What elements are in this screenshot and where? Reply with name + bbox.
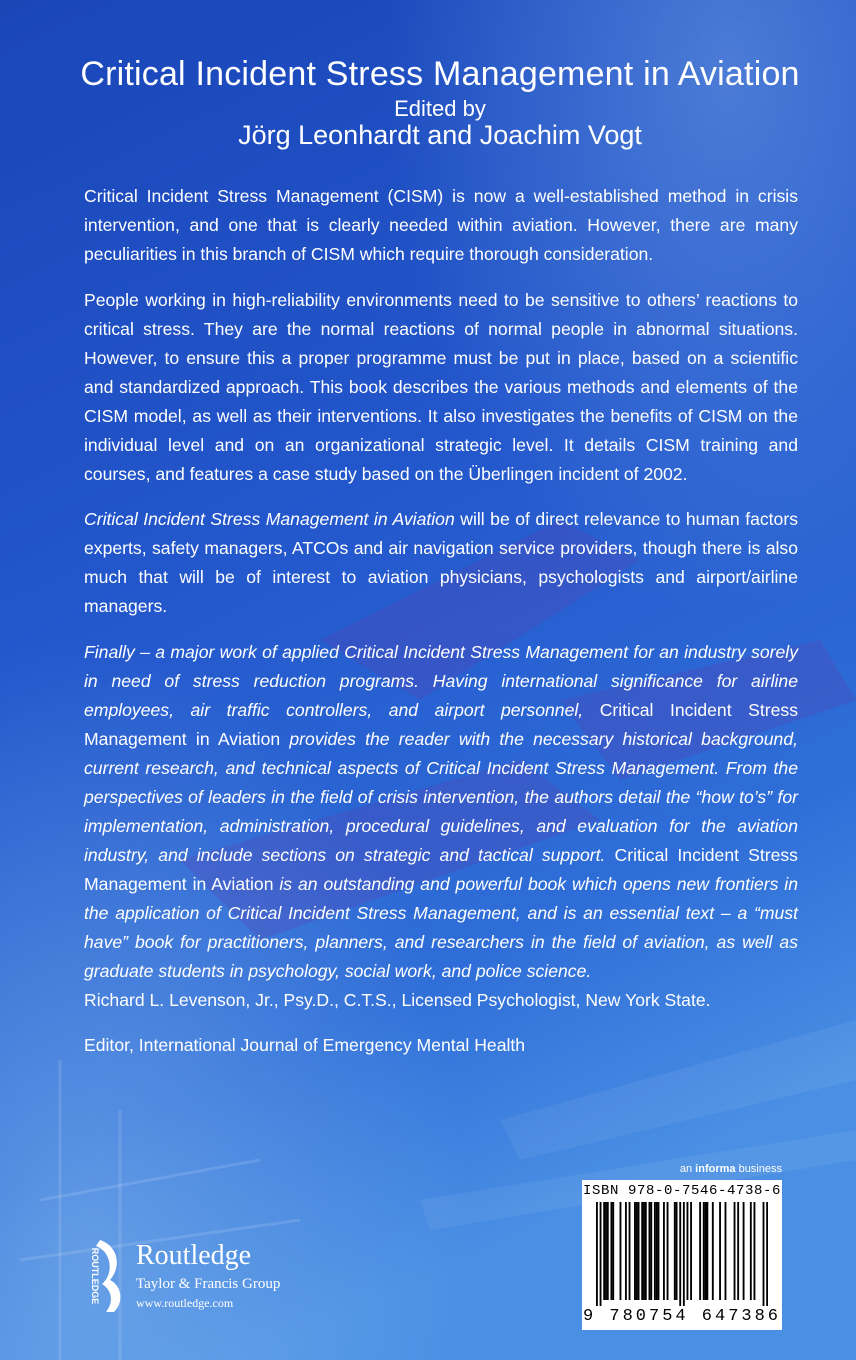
- barcode-bar: [766, 1202, 768, 1306]
- publisher-url: www.routledge.com: [136, 1296, 234, 1310]
- publisher-name: Routledge: [136, 1240, 252, 1271]
- ean-digits: 9 780754 647386: [582, 1307, 782, 1326]
- blurb: [84, 182, 798, 1077]
- barcode-bar: [703, 1202, 705, 1300]
- quote-book-title-1: Critical Incident Stress Management in Aviation: [84, 699, 798, 749]
- reviewer-name: Richard L. Levenson, Jr., Psy.D., C.T.S., Licensed Psychologist, New York State.: [84, 989, 711, 1010]
- barcode-bar: [650, 1202, 652, 1300]
- isbn-label: ISBN 978-0-7546-4738-6: [582, 1183, 782, 1199]
- barcode-bar: [687, 1202, 689, 1300]
- barcode-bar: [612, 1202, 614, 1300]
- barcode-bar: [605, 1202, 607, 1300]
- quote-part-2: provides the reader with the necessary historical background, current research, and technical aspects of Critical Incident Stress Management. From the perspectives of leaders in the field of crisis intervention, the authors detail the “how to’s” for implementation, administration, procedural guidelines, and evaluation for the aviation industry, and include sections on strategic and tactical support.: [84, 728, 799, 865]
- quote-book-title-2: Critical Incident Stress Management in Aviation: [84, 844, 798, 894]
- barcode-bar: [636, 1202, 638, 1300]
- barcode-bar: [683, 1202, 685, 1306]
- publisher-group: Taylor & Francis Group: [136, 1276, 281, 1292]
- isbn-barcode: [582, 1180, 782, 1330]
- editors-names: Jörg Leonhardt and Joachim Vogt: [238, 120, 642, 150]
- barcode-bar: [734, 1202, 736, 1300]
- barcode-bar: [607, 1202, 609, 1300]
- barcode-bar: [634, 1202, 636, 1300]
- review-quote: [84, 638, 798, 986]
- barcode-bar: [610, 1202, 612, 1300]
- barcode-bar: [645, 1202, 647, 1300]
- barcode-bar: [674, 1202, 676, 1300]
- blurb-paragraph-2: People working in high-reliability environments need to be sensitive to others’ reactions to critical stress. They are the normal reactions of normal people in abnormal situations. However, to ensure this a proper programme must be put in place, based on a scientific and standardized approach. This book describes the various methods and elements of the CISM model, as well as their interventions. It also investigates the benefits of CISM on the individual level and on an organizational strategic level. It details CISM training and courses, and features a case study based on the Überlingen incident of 2002.: [84, 289, 798, 484]
- barcode-bar: [737, 1202, 739, 1300]
- edited-by-label: Edited by: [394, 96, 486, 121]
- routledge-logo-icon: [66, 1236, 130, 1316]
- publisher-logo: [66, 1236, 326, 1316]
- barcode-bar: [690, 1202, 692, 1300]
- informa-brand: informa: [695, 1163, 736, 1175]
- barcode-bar: [743, 1202, 745, 1300]
- barcode-bar: [658, 1202, 660, 1300]
- barcode-bar: [763, 1202, 765, 1306]
- barcode-bar: [667, 1202, 669, 1300]
- informa-prefix: an: [679, 1163, 696, 1175]
- barcode-bar: [654, 1202, 656, 1300]
- blurb-paragraph-1: Critical Incident Stress Management (CISM) is now a well-established method in crisis intervention, and one that is clearly needed within aviation. However, there are many peculiarities in this branch of CISM which require thorough consideration.: [84, 186, 798, 264]
- barcode-bar: [649, 1202, 651, 1300]
- barcode-bar: [699, 1202, 701, 1300]
- barcode-bar: [603, 1202, 605, 1300]
- barcode-bar: [600, 1202, 602, 1306]
- barcode-bar: [641, 1202, 643, 1300]
- barcode-bar: [719, 1202, 721, 1300]
- reviewer-affiliation: Editor, International Journal of Emergency Mental Health: [84, 1035, 526, 1055]
- book-title: Critical Incident Stress Management in Aviation: [80, 55, 800, 93]
- barcode-bar: [750, 1202, 752, 1300]
- routledge-vertical-wordmark: ROUTLEDGE: [90, 1247, 100, 1305]
- barcode-bars: [596, 1202, 768, 1306]
- barcode-bar: [643, 1202, 645, 1300]
- barcode-bar: [712, 1202, 714, 1300]
- book-title-reference: Critical Incident Stress Management in Aviation: [84, 509, 455, 529]
- barcode-bar: [620, 1202, 622, 1300]
- informa-business-tag: [582, 1163, 782, 1175]
- barcode-bar: [656, 1202, 658, 1300]
- barcode-bar: [706, 1202, 708, 1300]
- barcode-bar: [725, 1202, 727, 1300]
- barcode-bar: [625, 1202, 627, 1300]
- barcode-bar: [754, 1202, 756, 1300]
- informa-suffix: business: [735, 1163, 782, 1175]
- blurb-paragraph-3: [84, 505, 798, 621]
- barcode-bar: [705, 1202, 707, 1300]
- barcode-bar: [676, 1202, 678, 1300]
- barcode-bar: [638, 1202, 640, 1300]
- paragraph-3-text: will be of direct relevance to human factors experts, safety managers, ATCOs and air navigation service providers, though there is also much that will be of interest to aviation physicians, psychologists and airport/airline managers.: [84, 509, 798, 616]
- barcode-bar: [629, 1202, 631, 1300]
- quote-part-3: is an outstanding and powerful book which opens new frontiers in the application of Critical Incident Stress Management, and is an essential text – a “must have” book for practitioners, planners, and researchers in the field of aviation, as well as graduate students in psychology, social work, and police science.: [84, 873, 799, 981]
- barcode-bar: [663, 1202, 665, 1300]
- barcode-bar: [596, 1202, 598, 1306]
- quote-part-1: Finally – a major work of applied Critical Incident Stress Management for an industry sorely in need of stress reduction programs. Having international significance for airline employees, air traffic controllers, and airport personnel,: [84, 641, 798, 720]
- barcode-bar: [679, 1202, 681, 1306]
